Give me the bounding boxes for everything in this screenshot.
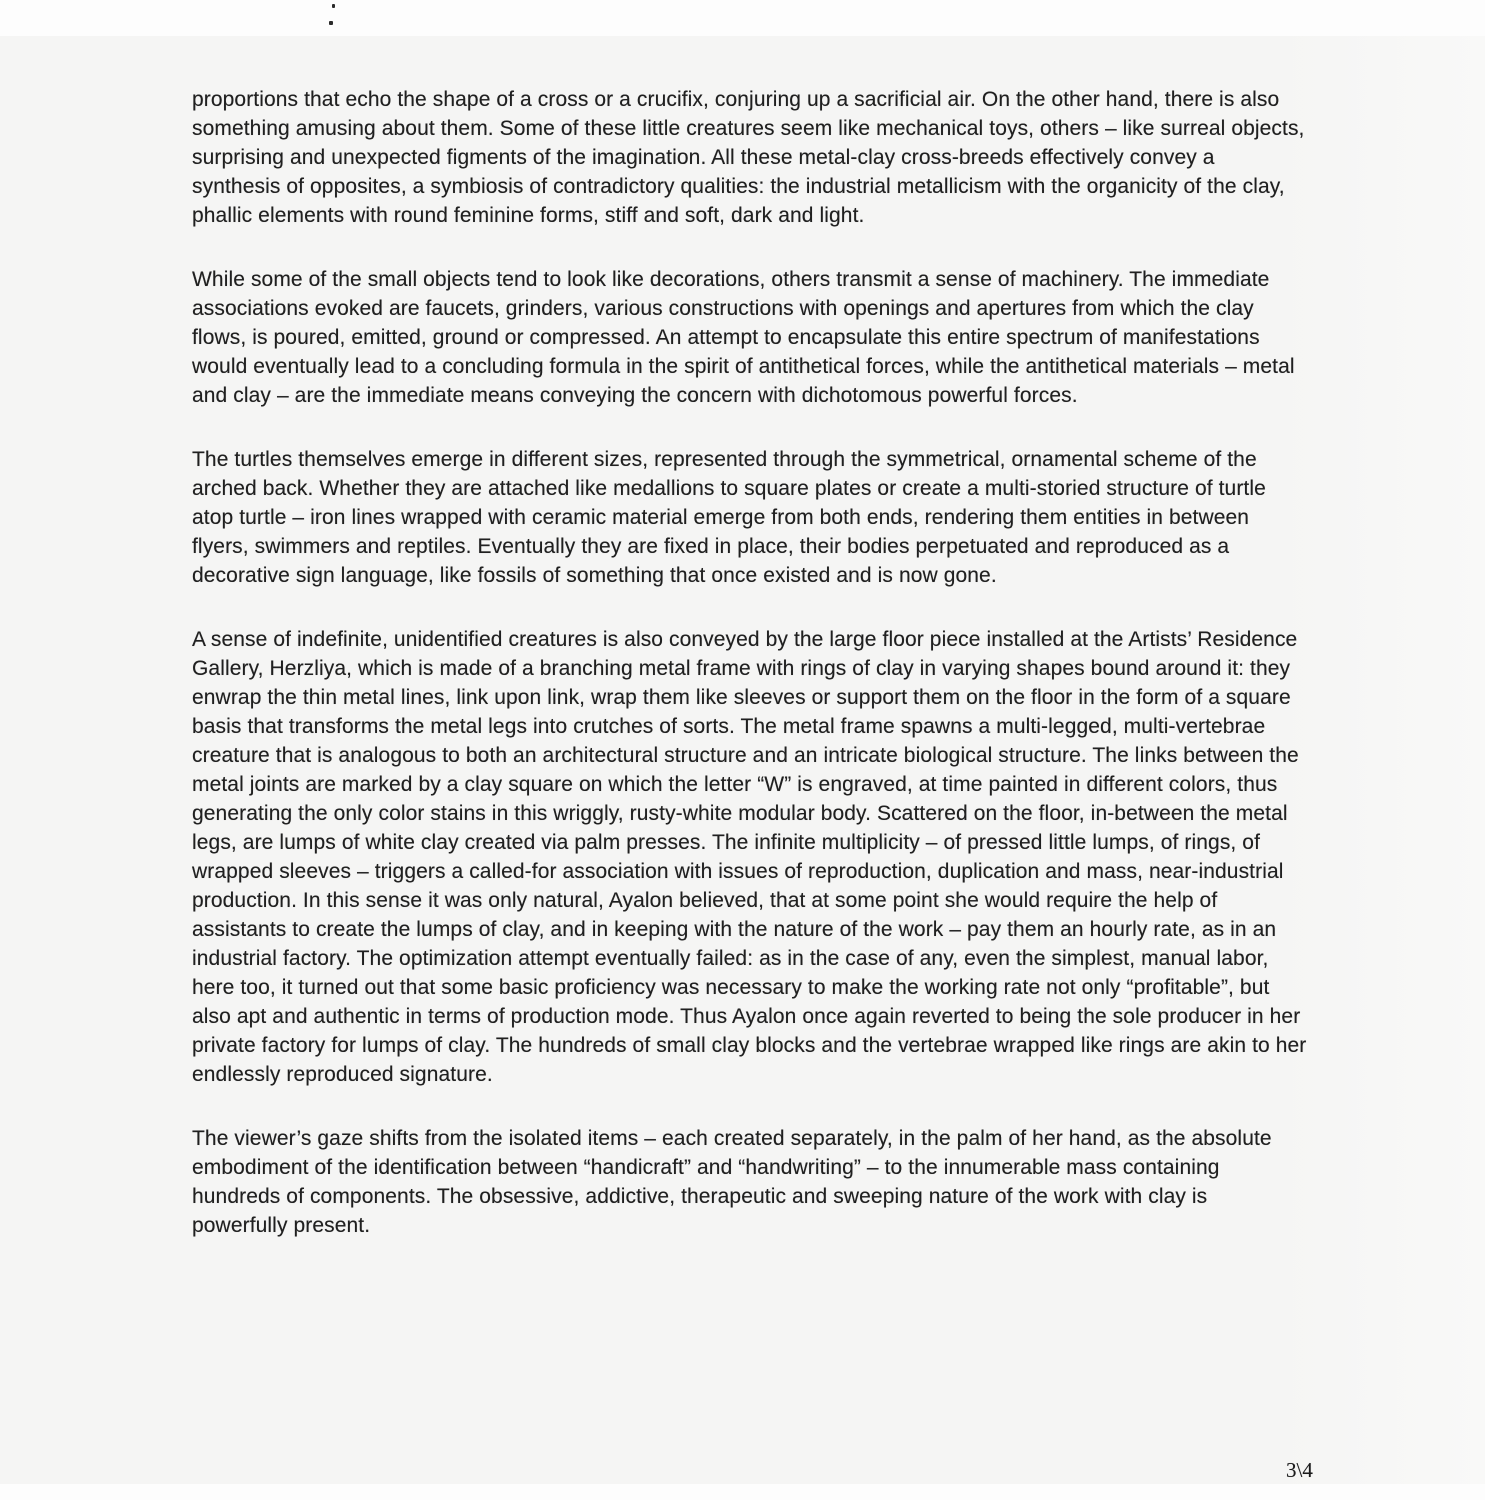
body-paragraph: A sense of indefinite, unidentified creatures is also conveyed by the large floor piece installed at the Artists’ Residence Gallery, Herzliya, which is made of a branching metal frame with rings of clay in varying shapes bound around it: they enwrap the thin metal lines, link upon link, wrap them like sleeves or support them on the floor in the form of a square basis that transforms the metal legs into crutches of sorts. The metal frame spawns a multi-legged, multi-vertebrae creature that is analogous to both an architectural structure and an intricate biological structure. The links between the metal joints are marked by a clay square on which the letter “W” is engraved, at time painted in different colors, thus generating the only color stains in this wriggly, rusty-white modular body. Scattered on the floor, in-between the metal legs, are lumps of white clay created via palm presses. The infinite multiplicity – of pressed little lumps, of rings, of wrapped sleeves – triggers a called-for association with issues of reproduction, duplication and mass, near-industrial production. In this sense it was only natural, Ayalon believed, that at some point she would require the help of assistants to create the lumps of clay, and in keeping with the nature of the work – pay them an hourly rate, as in an industrial factory. The optimization attempt eventually failed: as in the case of any, even the simplest, manual labor, here too, it turned out that some basic proficiency was necessary to make the working rate not only “profitable”, but also apt and authentic in terms of production mode. Thus Ayalon once again reverted to being the sole producer in her private factory for lumps of clay. The hundreds of small clay blocks and the vertebrae wrapped like rings are akin to her endlessly reproduced signature. [192, 628, 1307, 1086]
body-paragraph: proportions that echo the shape of a cross or a crucifix, conjuring up a sacrificial air. On the other hand, there is also something amusing about them. Some of these little creatures seem like mechanical toys, others – like surreal objects, surprising and unexpected figments of the imagination. All these metal-clay cross-breeds effectively convey a synthesis of opposites, a symbiosis of contradictory qualities: the industrial metallicism with the organicity of the clay, phallic elements with round feminine forms, stiff and soft, dark and light. [192, 88, 1305, 227]
scan-speck [329, 21, 333, 25]
scan-speck [332, 4, 335, 8]
scan-edge-top [0, 0, 1485, 36]
body-paragraph: While some of the small objects tend to look like decorations, others transmit a sense of machinery. The immediate associations evoked are faucets, grinders, various constructions with openings and apertures from which the clay flows, is poured, emitted, ground or compressed. An attempt to encapsulate this entire spectrum of manifestations would eventually lead to a concluding formula in the spirit of antithetical forces, while the antithetical materials – metal and clay – are the immediate means conveying the concern with dichotomous powerful forces. [192, 268, 1295, 407]
body-paragraph: The turtles themselves emerge in different sizes, represented through the symmetrical, ornamental scheme of the arched back. Whether they are attached like medallions to square plates or create a multi-storied structure of turtle atop turtle – iron lines wrapped with ceramic material emerge from both ends, rendering them entities in between flyers, swimmers and reptiles. Eventually they are fixed in place, their bodies perpetuated and reproduced as a decorative sign language, like fossils of something that once existed and is now gone. [192, 448, 1266, 587]
document-body [192, 85, 1307, 1275]
page-number: 3\4 [1286, 1458, 1313, 1482]
body-paragraph: The viewer’s gaze shifts from the isolated items – each created separately, in the palm of her hand, as the absolute embodiment of the identification between “handicraft” and “handwriting” – to the innumerable mass containing hundreds of components. The obsessive, addictive, therapeutic and sweeping nature of the work with clay is powerfully present. [192, 1127, 1272, 1237]
scan-edge-bottom [0, 1484, 1485, 1500]
